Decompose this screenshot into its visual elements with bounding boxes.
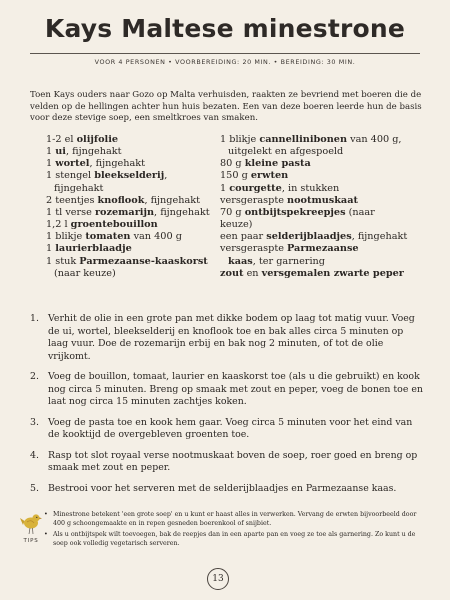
ingredient-item: een paar selderijblaadjes, fijngehakt — [220, 231, 408, 243]
recipe-intro: Toen Kays ouders naar Gozo op Malta verhuisden, raakten ze bevriend met boeren die de velden op de hellingen achter hun huis bezaten. Een van deze boeren leerde hun de basis voor deze stevige soep, een smeltkroes van smaken. — [30, 90, 422, 124]
ingredients — [46, 134, 424, 280]
title-rule — [30, 53, 420, 54]
method-step: 2. Voeg de bouillon, tomaat, laurier en kaaskorst toe (als u die gebruikt) en kook nog circa 5 minuten. Breng op smaak met zout en peper, voeg de bonen toe en laat nog circa 15 minuten zachtjes koken. — [30, 371, 423, 407]
method-steps — [30, 313, 424, 503]
ingredient-item: versgeraspte Parmezaanse kaas, ter garnering — [220, 243, 359, 267]
method-step: 5. Bestrooi voor het serveren met de selderijblaadjes en Parmezaanse kaas. — [30, 482, 397, 494]
ingredient-item: 2 teentjes knoflook, fijngehakt — [46, 194, 201, 206]
ingredient-item: 1 courgette, in stukken — [220, 182, 340, 194]
ingredients-column-2 — [220, 134, 410, 280]
tips — [44, 511, 420, 551]
recipe-title: Kays Maltese minestrone — [44, 14, 406, 43]
ingredient-item: 1 blikje tomaten van 400 g — [46, 231, 182, 243]
bird-icon — [20, 508, 42, 538]
ingredient-item: 1,2 l groentebouillon — [46, 219, 158, 231]
ingredient-item: 1 stuk Parmezaanse-kaaskorst (naar keuze) — [46, 255, 208, 279]
recipe-meta: VOOR 4 PERSONEN • VOORBEREIDING: 20 MIN. • BEREIDING: 30 MIN. — [94, 58, 356, 66]
tips-label: TIPS — [23, 538, 39, 544]
method-step: 3. Voeg de pasta toe en kook hem gaar. Voeg circa 5 minuten voor het eind van de kooktijd de overgebleven groenten toe. — [30, 416, 413, 440]
ingredient-item: 1 stengel bleekselderij, fijngehakt — [46, 170, 168, 194]
ingredient-item: 80 g kleine pasta — [220, 158, 311, 170]
ingredient-item: 1 tl verse rozemarijn, fijngehakt — [46, 206, 210, 218]
method-step: 1. Verhit de olie in een grote pan met dikke bodem op laag tot matig vuur. Voeg de ui, wortel, bleekselderij en knoflook toe en bak alles circa 5 minuten op laag vuur. Doe de rozemarijn erbij en bak nog 2 minuten, of tot de olie vrijkomt. — [30, 313, 415, 362]
ingredient-item: 1 laurierblaadje — [46, 243, 132, 255]
ingredient-item: 150 g erwten — [220, 170, 289, 182]
page-number: 13 — [207, 568, 229, 590]
tip-item: • Minestrone betekent 'een grote soep' en u kunt er haast alles in verwerken. Vervang de erwten bijvoorbeeld door 400 g schoongemaakte en in repen gesneden boerenkool of snijbiet. — [44, 511, 417, 527]
method-step: 4. Rasp tot slot royaal verse nootmuskaat boven de soep, roer goed en breng op smaak met zout en peper. — [30, 449, 418, 473]
ingredients-column-1 — [46, 134, 220, 280]
ingredient-item: zout en versgemalen zwarte peper — [220, 267, 404, 279]
ingredient-item: versgeraspte nootmuskaat — [220, 194, 358, 206]
tip-item: • Als u ontbijtspek wilt toevoegen, bak de reepjes dan in een aparte pan en voeg ze toe als garnering. Zo kunt u de soep ook volledig vegetarisch serveren. — [44, 531, 416, 547]
ingredient-item: 1 blikje cannellinibonen van 400 g, uitgelekt en afgespoeld — [220, 134, 402, 158]
ingredient-item: 70 g ontbijtspekreepjes (naar keuze) — [220, 206, 375, 231]
ingredient-item: 1 wortel, fijngehakt — [46, 158, 146, 170]
ingredient-item: 1 ui, fijngehakt — [46, 146, 122, 158]
ingredient-item: 1-2 el olijfolie — [46, 134, 119, 145]
